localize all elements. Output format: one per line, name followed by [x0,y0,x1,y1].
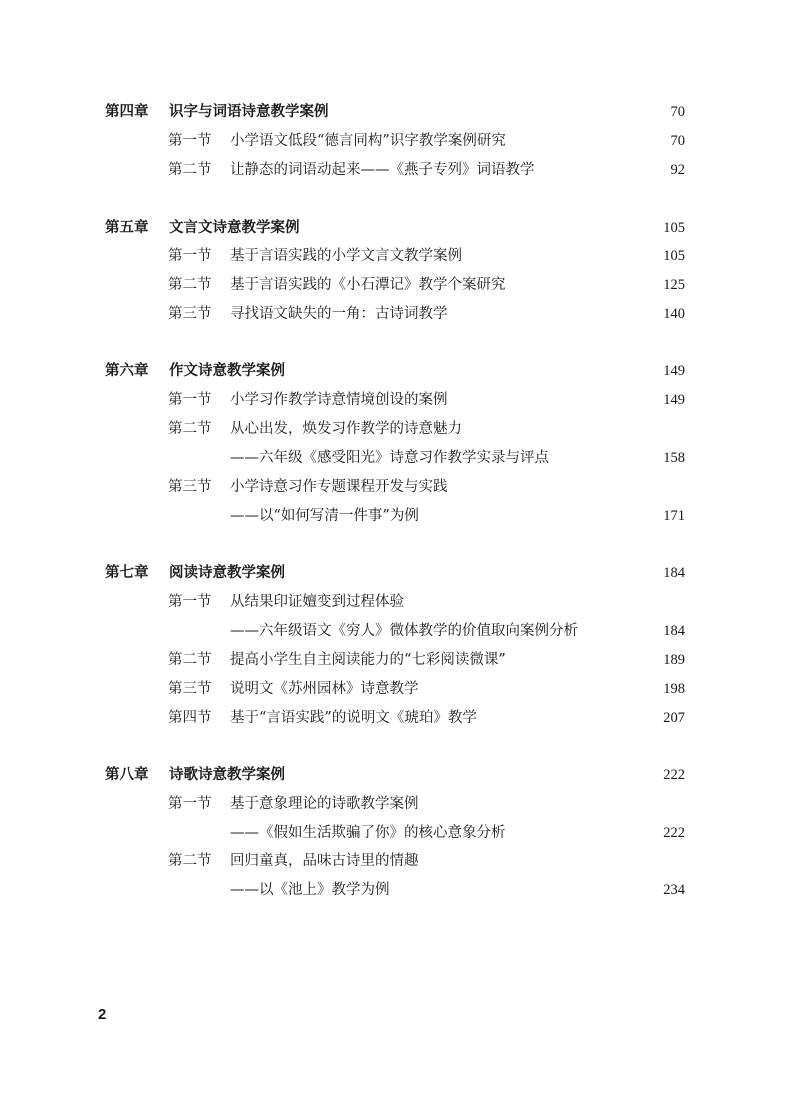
section-title: 基于言语实践的《小石潭记》教学个案研究 [230,277,506,293]
chapter-label: 第八章 [105,767,149,783]
section-row[interactable] [168,158,685,182]
section-title: 说明文《苏州园林》诗意教学 [230,681,419,697]
section-title: 从结果印证嬗变到过程体验 [230,594,404,610]
section-label: 第三节 [168,306,212,322]
chapter-page: 105 [663,220,685,236]
chapter-title: 识字与词语诗意教学案例 [169,104,329,120]
section-title: 小学诗意习作专题课程开发与实践 [230,479,448,495]
section-page: 92 [670,162,685,178]
section-label: 第一节 [168,594,212,610]
section-title: 提高小学生自主阅读能力的“七彩阅读微课” [230,652,506,668]
section-subtitle: ——《假如生活欺骗了你》的核心意象分析 [230,825,506,841]
section-row[interactable] [168,849,685,873]
section-title: 基于言语实践的小学文言文教学案例 [230,248,462,264]
section-label: 第三节 [168,681,212,697]
section-subtitle: ——六年级《感受阳光》诗意习作教学实录与评点 [230,450,549,466]
section-page: 234 [663,882,685,898]
section-page: 149 [663,392,685,408]
section-label: 第四节 [168,710,212,726]
page-number: 2 [98,1006,107,1023]
section-page: 125 [663,277,685,293]
section-subtitle-row[interactable] [230,619,685,643]
section-row[interactable] [168,590,685,614]
chapter-title: 作文诗意教学案例 [169,363,285,379]
section-subtitle: ——以“如何写清一件事”为例 [230,508,419,524]
section-row[interactable] [168,677,685,701]
section-page: 207 [663,710,685,726]
section-page: 222 [663,825,685,841]
chapter-title: 阅读诗意教学案例 [169,565,285,581]
section-row[interactable] [168,302,685,326]
section-label: 第一节 [168,392,212,408]
section-subtitle-row[interactable] [230,446,685,470]
chapter-row[interactable] [105,216,685,240]
section-subtitle: ——以《池上》教学为例 [230,882,390,898]
section-row[interactable] [168,417,685,441]
chapter-row[interactable] [105,763,685,787]
section-title: 小学语文低段“德言同构”识字教学案例研究 [230,133,506,149]
section-label: 第二节 [168,277,212,293]
section-title: 让静态的词语动起来——《燕子专列》词语教学 [230,162,535,178]
section-row[interactable] [168,244,685,268]
section-label: 第一节 [168,133,212,149]
section-label: 第二节 [168,162,212,178]
section-page: 184 [663,623,685,639]
section-subtitle: ——六年级语文《穷人》微体教学的价值取向案例分析 [230,623,578,639]
section-row[interactable] [168,129,685,153]
section-subtitle-row[interactable] [230,504,685,528]
section-title: 基于意象理论的诗歌教学案例 [230,796,419,812]
section-subtitle-row[interactable] [230,878,685,902]
chapter-page: 184 [663,565,685,581]
section-title: 回归童真，品味古诗里的情趣 [230,853,419,869]
section-label: 第二节 [168,652,212,668]
section-label: 第三节 [168,479,212,495]
chapter-label: 第五章 [105,220,149,236]
section-row[interactable] [168,648,685,672]
chapter-row[interactable] [105,100,685,124]
section-row[interactable] [168,706,685,730]
section-subtitle-row[interactable] [230,821,685,845]
chapter-label: 第四章 [105,104,149,120]
section-title: 小学习作教学诗意情境创设的案例 [230,392,448,408]
section-label: 第一节 [168,796,212,812]
section-page: 70 [670,133,685,149]
chapter-title: 文言文诗意教学案例 [169,220,300,236]
section-page: 105 [663,248,685,264]
section-title: 寻找语文缺失的一角：古诗词教学 [230,306,448,322]
section-page: 198 [663,681,685,697]
section-page: 158 [663,450,685,466]
chapter-label: 第七章 [105,565,149,581]
section-label: 第一节 [168,248,212,264]
chapter-page: 149 [663,363,685,379]
chapter-label: 第六章 [105,363,149,379]
section-page: 171 [663,508,685,524]
section-label: 第二节 [168,853,212,869]
section-label: 第二节 [168,421,212,437]
section-row[interactable] [168,273,685,297]
section-row[interactable] [168,475,685,499]
section-title: 从心出发，焕发习作教学的诗意魅力 [230,421,462,437]
chapter-page: 222 [663,767,685,783]
section-row[interactable] [168,388,685,412]
chapter-title: 诗歌诗意教学案例 [169,767,285,783]
section-page: 189 [663,652,685,668]
section-row[interactable] [168,792,685,816]
section-page: 140 [663,306,685,322]
section-title: 基于“言语实践”的说明文《琥珀》教学 [230,710,477,726]
chapter-page: 70 [670,104,685,120]
chapter-row[interactable] [105,359,685,383]
chapter-row[interactable] [105,561,685,585]
